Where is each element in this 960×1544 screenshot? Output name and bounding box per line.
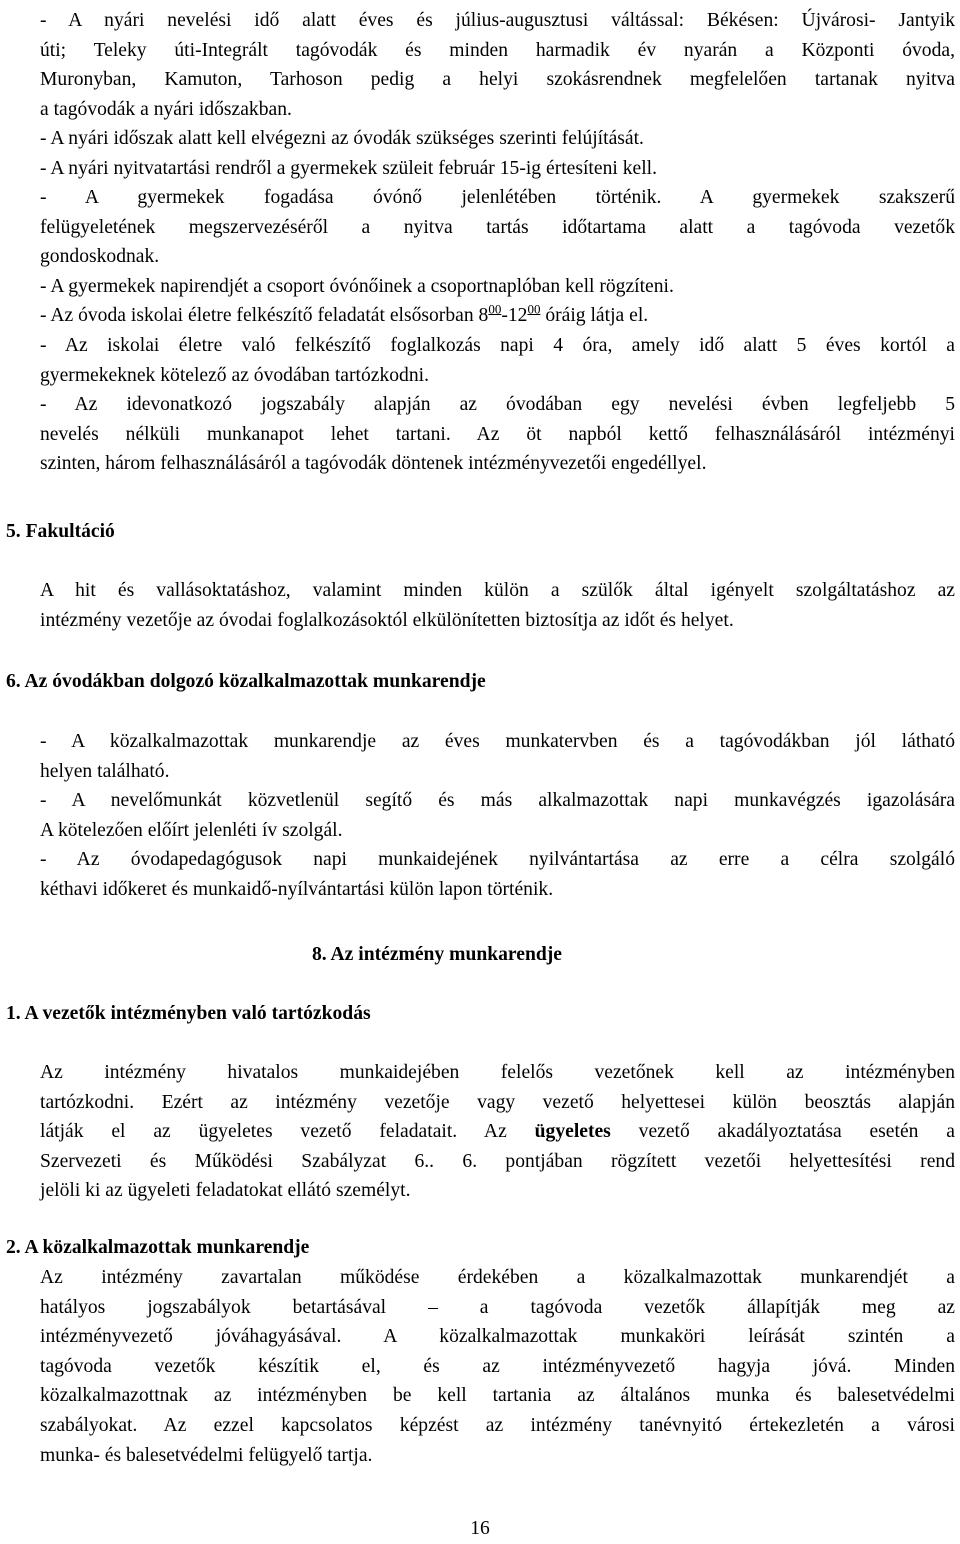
text-line: gondoskodnak. bbox=[40, 246, 160, 268]
subsection-heading-staff-work-order: 2. A közalkalmazottak munkarendje bbox=[6, 1237, 310, 1258]
text-line bbox=[40, 301, 955, 331]
text-line: jelöli ki az ügyeleti feladatokat ellátó személyt. bbox=[40, 1180, 411, 1202]
paragraph-daily-routine bbox=[40, 272, 955, 302]
text-line: munka- és balesetvédelmi felügyelő tartja. bbox=[40, 1444, 373, 1466]
paragraph-school-preparation-hours bbox=[40, 301, 955, 331]
text-line: - Az iskolai életre való felkészítő foglalkozás napi 4 óra, amely idő alatt 5 éves kortól a bbox=[40, 335, 955, 356]
text-line: A hit és vallásoktatáshoz, valamint minden külön a szülők által igényelt szolgáltatáshoz az bbox=[40, 580, 955, 601]
text-line: helyen található. bbox=[40, 760, 170, 782]
text-line: kéthavi időkeret és munkaidő-nyílvántartási külön lapon történik. bbox=[40, 878, 554, 900]
text-line: hatályos jogszabályok betartásával – a tagóvoda vezetők állapítják meg az bbox=[40, 1296, 955, 1318]
text-segment: - Az óvoda iskolai életre felkészítő feladatát elsősorban 8 bbox=[40, 305, 489, 326]
section-heading-facultation: 5. Fakultáció bbox=[6, 521, 115, 542]
paragraph-leaders-presence bbox=[40, 1058, 955, 1206]
text-segment: látják el az ügyeletes vezető feladatait. Az bbox=[40, 1121, 535, 1143]
text-line: tagóvoda vezetők készítik el, és az intézményvezető hagyja jóvá. Minden bbox=[40, 1355, 955, 1377]
page-number: 16 bbox=[470, 1518, 490, 1539]
paragraph-staff-work-order bbox=[40, 1263, 955, 1470]
text-line: intézményvezető jóváhagyásával. A közalkalmazottak munkaköri leírását szintén a bbox=[40, 1326, 955, 1348]
text-line: - A közalkalmazottak munkarendje az éves munkatervben és a tagóvodákban jól látható bbox=[40, 731, 955, 752]
text-line: - A nevelőmunkát közvetlenül segítő és más alkalmazottak napi munkavégzés igazolására bbox=[40, 790, 955, 811]
text-segment: vezető akadályoztatása esetén a bbox=[610, 1121, 955, 1143]
text-line: szabályokat. Az ezzel kapcsolatos képzést az intézmény tanévnyitó értekezletén a városi bbox=[40, 1414, 955, 1436]
paragraph-teacher-working-time bbox=[40, 845, 955, 904]
text-line: gyermekeknek kötelező az óvodában tartózkodni. bbox=[40, 364, 429, 386]
text-line: intézmény vezetője az óvodai foglalkozásoktól elkülönítetten biztosítja az időt és helyet. bbox=[40, 609, 734, 631]
paragraph-summer-notification bbox=[40, 154, 955, 184]
paragraph-summer-schedule bbox=[40, 6, 955, 124]
text-line: felügyeletének megszervezéséről a nyitva tartás időtartama alatt a tagóvoda vezetők bbox=[40, 216, 955, 238]
text-line: - Az idevonatkozó jogszabály alapján az óvodában egy nevelési évben legfeljebb 5 bbox=[40, 394, 955, 415]
text-line: tartózkodni. Ezért az intézmény vezetője vagy vezető helyettesei külön beosztás alapján bbox=[40, 1091, 955, 1113]
paragraph-child-reception bbox=[40, 183, 955, 272]
text-line: - A gyermekek fogadása óvónő jelenlétében történik. A gyermekek szakszerű bbox=[40, 187, 955, 208]
text-line: Az intézmény hivatalos munkaidejében felelős vezetőnek kell az intézményben bbox=[40, 1062, 955, 1083]
paragraph-staff-schedule-location bbox=[40, 727, 955, 786]
text-segment: -12 bbox=[501, 305, 528, 326]
text-line: - A nyári nevelési idő alatt éves és július-augusztusi váltással: Békésen: Újvárosi- Jantyik bbox=[40, 10, 955, 31]
text-line: Szervezeti és Működési Szabályzat 6.. 6. pontjában rögzített vezetői helyettesítési rend bbox=[40, 1150, 955, 1172]
text-line: úti; Teleky úti-Integrált tagóvodák és minden harmadik év nyarán a Központi óvoda, bbox=[40, 39, 955, 61]
text-line: - A gyermekek napirendjét a csoport óvónőinek a csoportnaplóban kell rögzíteni. bbox=[40, 276, 674, 297]
text-line: - A nyári időszak alatt kell elvégezni az óvodák szükséges szerinti felújítását. bbox=[40, 128, 644, 149]
superscript-minutes: 00 bbox=[488, 301, 502, 317]
paragraph-facultation bbox=[40, 576, 955, 635]
text-line: A kötelezően előírt jelenléti ív szolgál. bbox=[40, 819, 343, 841]
bold-term-on-duty: ügyeletes bbox=[534, 1121, 611, 1143]
text-line: Muronyban, Kamuton, Tarhoson pedig a helyi szokásrendnek megfelelően tartanak nyitva bbox=[40, 69, 955, 91]
paragraph-non-teaching-days bbox=[40, 390, 955, 479]
superscript-minutes: 00 bbox=[527, 301, 541, 317]
text-line: - A nyári nyitvatartási rendről a gyermekek szüleit február 15-ig értesíteni kell. bbox=[40, 158, 657, 179]
text-line: közalkalmazottnak az intézményben be kell tartania az általános munka és balesetvédelmi bbox=[40, 1385, 955, 1407]
text-line: nevelés nélküli munkanapot lehet tartani. Az öt napból kettő felhasználásáról intézményi bbox=[40, 423, 955, 445]
paragraph-attendance-sheet bbox=[40, 786, 955, 845]
text-line: szinten, három felhasználásáról a tagóvodák döntenek intézményvezetői engedéllyel. bbox=[40, 453, 707, 475]
text-line: Az intézmény zavartalan működése érdekében a közalkalmazottak munkarendjét a bbox=[40, 1267, 955, 1288]
paragraph-school-preparation-activity bbox=[40, 331, 955, 390]
section-heading-staff-schedule: 6. Az óvodákban dolgozó közalkalmazottak munkarendje bbox=[6, 671, 486, 692]
paragraph-summer-renovation bbox=[40, 124, 955, 154]
subsection-heading-leaders-presence: 1. A vezetők intézményben való tartózkodás bbox=[6, 1003, 371, 1024]
text-line: a tagóvodák a nyári időszakban. bbox=[40, 98, 292, 120]
text-segment: óráig látja el. bbox=[540, 305, 649, 326]
text-line: - Az óvodapedagógusok napi munkaidejének nyilvántartása az erre a célra szolgáló bbox=[40, 849, 955, 870]
section-heading-institution-schedule: 8. Az intézmény munkarendje bbox=[312, 944, 562, 965]
text-line bbox=[40, 1117, 955, 1147]
